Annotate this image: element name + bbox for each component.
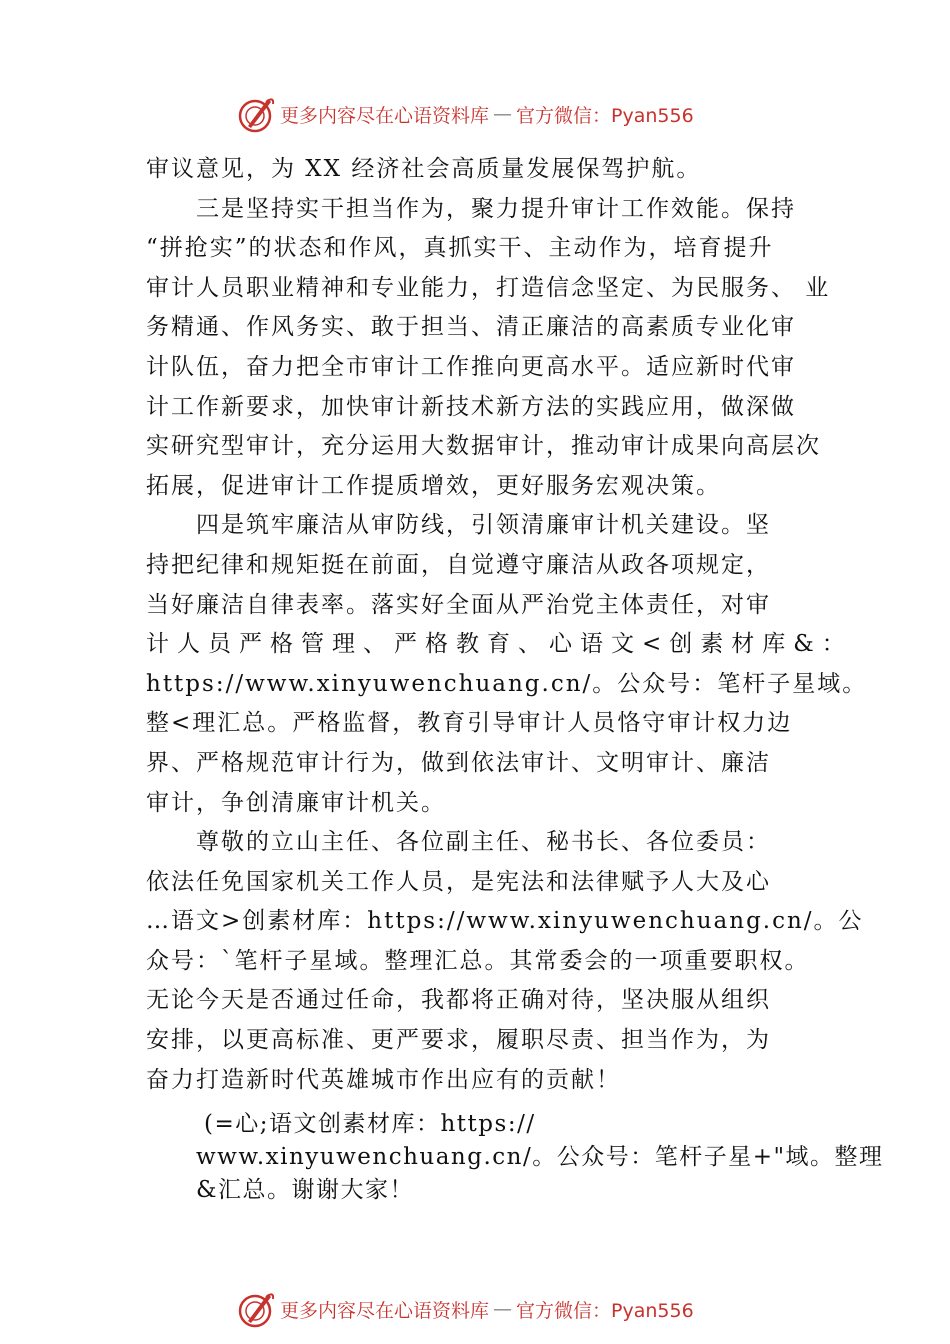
body-line: “拼抢实”的状态和作风，真抓实干、主动作为，培育提升 bbox=[146, 235, 774, 262]
body-line: 务精通、作风务实、敢于担当、清正廉洁的高素质专业化审 bbox=[146, 314, 796, 341]
body-line: 依法任免国家机关工作人员，是宪法和法律赋予人大及心 bbox=[146, 868, 771, 895]
body-line: 实研究型审计，充分运用大数据审计，推动审计成果向高层次 bbox=[146, 433, 821, 460]
banner-wechat-text: 官方微信：Pyan556 bbox=[516, 1299, 694, 1322]
banner-separator: — bbox=[493, 103, 513, 125]
body-line: 计队伍，奋力把全市审计工作推向更高水平。适应新时代审 bbox=[146, 353, 796, 380]
closing-line: &汇总。谢谢大家！ bbox=[196, 1177, 414, 1203]
body-line: 审计人员职业精神和专业能力，打造信念坚定、为民服务、 业 bbox=[146, 274, 831, 301]
quill-pen-seal-icon bbox=[236, 1289, 276, 1329]
body-line: 持把纪律和规矩挺在前面，自觉遵守廉洁从政各项规定， bbox=[146, 551, 771, 578]
footer-banner bbox=[236, 1289, 756, 1329]
closing-paragraph bbox=[196, 1108, 884, 1207]
body-line: 拓展，促进审计工作提质增效，更好服务宏观决策。 bbox=[146, 472, 721, 499]
body-line: …语文>创素材库：https://www.xinyuwenchuang.cn/。公 bbox=[146, 908, 864, 935]
closing-line: (=心;语文创素材库：https:// bbox=[204, 1111, 536, 1137]
body-line: 尊敬的立山主任、各位副主任、秘书长、各位委员： bbox=[196, 829, 771, 856]
body-line: 计工作新要求，加快审计新技术新方法的实践应用，做深做 bbox=[146, 393, 796, 420]
body-line: 界、严格规范审计行为，做到依法审计、文明审计、廉洁 bbox=[146, 749, 771, 776]
banner-main-text: 更多内容尽在心语资料库 bbox=[280, 104, 490, 127]
body-line: 奋力打造新时代英雄城市作出应有的贡献！ bbox=[146, 1066, 621, 1093]
body-line: 审计，争创清廉审计机关。 bbox=[146, 789, 446, 816]
body-line: https://www.xinyuwenchuang.cn/。公众号：笔杆子星域。 bbox=[146, 670, 868, 697]
banner-main-text: 更多内容尽在心语资料库 bbox=[280, 1299, 490, 1322]
body-line: 无论今天是否通过任命，我都将正确对待，坚决服从组织 bbox=[146, 987, 771, 1014]
body-line: 整<理汇总。严格监督，教育引导审计人员恪守审计权力边 bbox=[146, 710, 793, 737]
banner-wechat-text: 官方微信：Pyan556 bbox=[516, 104, 694, 127]
closing-line: www.xinyuwenchuang.cn/。公众号：笔杆子星+"域。整理 bbox=[196, 1144, 884, 1170]
banner-separator: — bbox=[493, 1298, 513, 1320]
body-line: 三是坚持实干担当作为，聚力提升审计工作效能。保持 bbox=[196, 195, 796, 222]
body-line: 计人员严格管理、严格教育、心语文<创素材库&： bbox=[146, 631, 853, 658]
body-line: 四是筑牢廉洁从审防线，引领清廉审计机关建设。坚 bbox=[196, 512, 771, 539]
body-line: 审议意见，为 XX 经济社会高质量发展保驾护航。 bbox=[146, 156, 702, 182]
body-line: 安排，以更高标准、更严要求，履职尽责、担当作为，为 bbox=[146, 1027, 771, 1054]
quill-pen-seal-icon bbox=[236, 94, 276, 134]
header-banner bbox=[236, 94, 756, 134]
document-body bbox=[146, 150, 868, 1100]
body-line: 当好廉洁自律表率。落实好全面从严治党主体责任，对审 bbox=[146, 591, 771, 618]
body-line: 众号：`笔杆子星域。整理汇总。其常委会的一项重要职权。 bbox=[146, 947, 810, 974]
